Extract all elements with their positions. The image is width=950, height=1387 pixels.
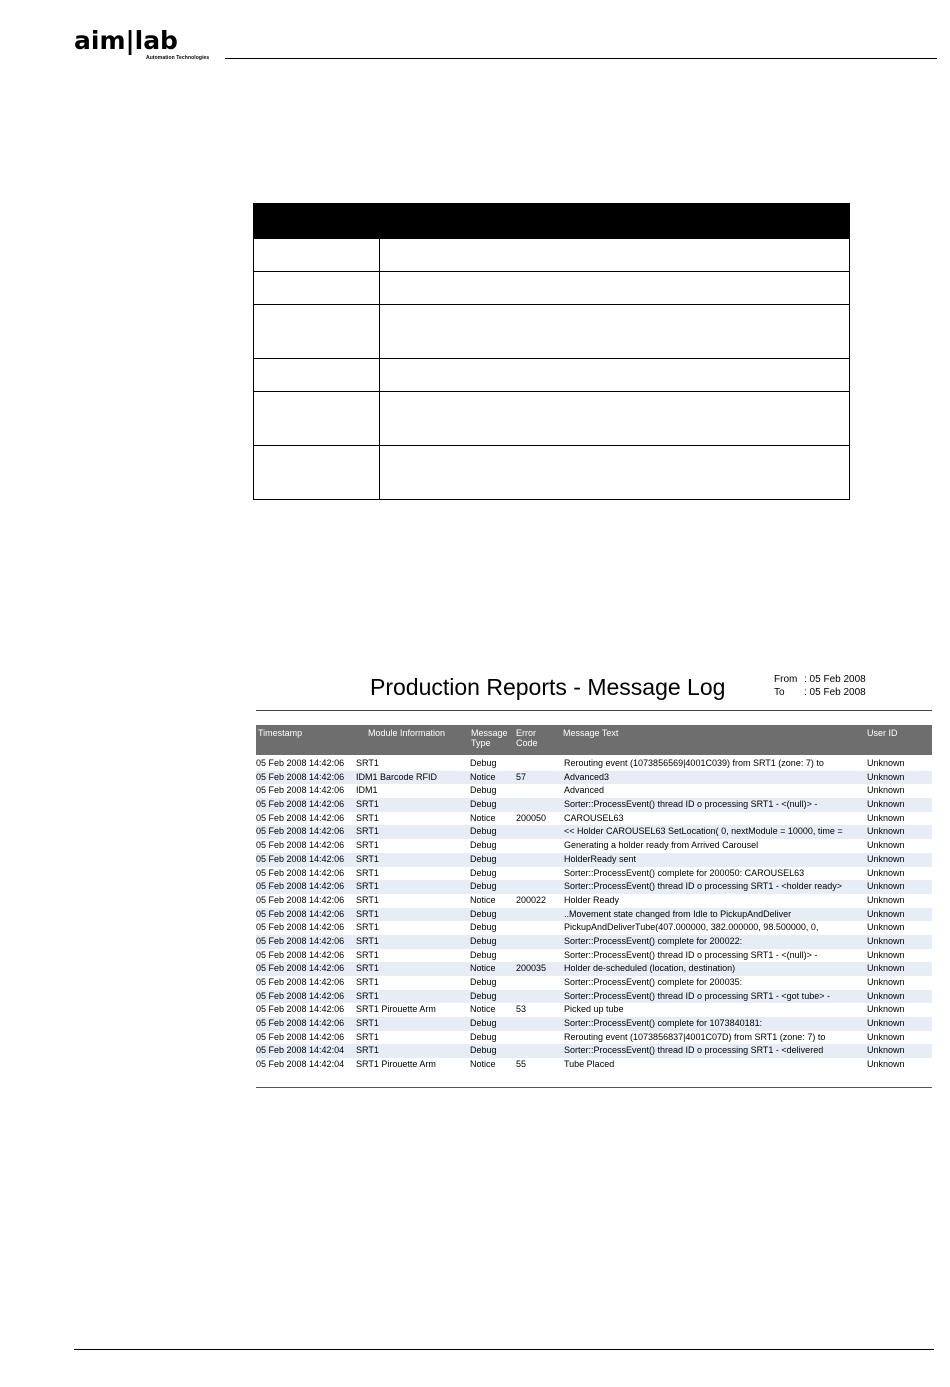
cell-message-type: Debug <box>470 1018 497 1029</box>
log-column-header <box>256 725 932 755</box>
log-row <box>256 935 932 949</box>
table-cell <box>254 305 380 359</box>
cell-module: SRT1 <box>356 922 379 933</box>
log-row <box>256 894 932 908</box>
cell-message-type: Notice <box>470 894 496 905</box>
log-row <box>256 908 932 922</box>
log-row <box>256 1003 932 1017</box>
from-label: From <box>774 674 798 685</box>
cell-user-id: Unknown <box>867 935 905 946</box>
cell-timestamp: 05 Feb 2008 14:42:06 <box>256 867 345 878</box>
cell-user-id: Unknown <box>867 894 905 905</box>
table-cell <box>380 392 850 446</box>
cell-timestamp: 05 Feb 2008 14:42:06 <box>256 812 345 823</box>
to-label: To <box>774 687 785 698</box>
cell-message-text: PickupAndDeliverTube(407.000000, 382.000000, 98.500000, 0, <box>564 922 819 933</box>
cell-error-code: 57 <box>516 771 527 782</box>
cell-message-text: Sorter::ProcessEvent() thread ID o processing SRT1 - <(null)> - <box>564 949 818 960</box>
cell-timestamp: 05 Feb 2008 14:42:04 <box>256 1045 345 1056</box>
log-row <box>256 962 932 976</box>
log-row <box>256 976 932 990</box>
cell-message-text: Sorter::ProcessEvent() complete for 1073840181: <box>564 1018 763 1029</box>
log-row <box>256 839 932 853</box>
cell-timestamp: 05 Feb 2008 14:42:06 <box>256 977 345 987</box>
cell-message-text: Rerouting event (1073856837|4001C07D) from SRT1 (zone: 7) to <box>564 1031 826 1042</box>
table-cell <box>380 272 850 305</box>
log-row <box>256 880 932 894</box>
cell-message-type: Notice <box>470 1004 496 1015</box>
cell-module: SRT1 <box>356 840 379 851</box>
cell-message-text: HolderReady sent <box>564 853 637 864</box>
cell-message-type: Debug <box>470 881 497 892</box>
cell-message-text: Sorter::ProcessEvent() complete for 200022: <box>564 935 743 946</box>
cell-message-text: Sorter::ProcessEvent() thread ID o processing SRT1 - <holder ready> <box>564 881 842 892</box>
column-user-id: User ID <box>867 728 898 738</box>
log-row <box>256 825 932 839</box>
cell-message-type: Debug <box>470 1045 497 1056</box>
table-cell <box>380 359 850 392</box>
cell-message-type: Debug <box>470 908 497 919</box>
cell-message-type: Notice <box>470 1059 496 1070</box>
cell-timestamp: 05 Feb 2008 14:42:06 <box>256 908 345 919</box>
logo-tagline: Automation Technologies <box>146 55 210 61</box>
cell-module: SRT1 <box>356 908 379 919</box>
cell-user-id: Unknown <box>867 1031 905 1042</box>
log-row <box>256 921 932 935</box>
cell-user-id: Unknown <box>867 963 905 974</box>
table-cell <box>254 239 380 272</box>
log-row <box>256 853 932 867</box>
cell-module: SRT1 <box>356 853 379 864</box>
cell-message-text: Sorter::ProcessEvent() thread ID o processing SRT1 - <delivered <box>564 1045 824 1056</box>
cell-timestamp: 05 Feb 2008 14:42:06 <box>256 785 345 796</box>
cell-timestamp: 05 Feb 2008 14:42:06 <box>256 1004 345 1015</box>
log-row <box>256 1058 932 1072</box>
cell-message-text: CAROUSEL63 <box>564 812 624 823</box>
cell-user-id: Unknown <box>867 990 905 1001</box>
cell-message-text: Holder Ready <box>564 894 620 905</box>
cell-timestamp: 05 Feb 2008 14:42:06 <box>256 894 345 905</box>
table-cell <box>380 446 850 500</box>
table-cell <box>254 272 380 305</box>
log-row <box>256 812 932 826</box>
cell-message-text: Picked up tube <box>564 1004 624 1015</box>
cell-error-code: 53 <box>516 1004 527 1015</box>
table-cell <box>380 305 850 359</box>
table-row <box>254 305 850 359</box>
report-title-divider <box>256 710 932 711</box>
cell-message-text: Sorter::ProcessEvent() thread ID o processing SRT1 - <got tube> - <box>564 990 830 1001</box>
cell-timestamp: 05 Feb 2008 14:42:06 <box>256 963 345 974</box>
cell-user-id: Unknown <box>867 812 905 823</box>
cell-message-text: Holder de-scheduled (location, destination) <box>564 963 736 974</box>
cell-timestamp: 05 Feb 2008 14:42:06 <box>256 949 345 960</box>
cell-message-type: Debug <box>470 785 497 796</box>
log-row <box>256 1031 932 1045</box>
cell-timestamp: 05 Feb 2008 14:42:06 <box>256 853 345 864</box>
cell-user-id: Unknown <box>867 840 905 851</box>
cell-error-code: 55 <box>516 1059 527 1070</box>
cell-user-id: Unknown <box>867 1004 905 1015</box>
cell-message-text: Advanced3 <box>564 771 610 782</box>
column-timestamp: Timestamp <box>258 728 303 738</box>
cell-timestamp: 05 Feb 2008 14:42:06 <box>256 935 345 946</box>
cell-message-text: Sorter::ProcessEvent() thread ID o processing SRT1 - <(null)> - <box>564 799 818 810</box>
cell-error-code: 200022 <box>516 894 547 905</box>
cell-message-type: Debug <box>470 826 497 837</box>
report-title: Production Reports - Message Log <box>370 674 726 700</box>
table-cell <box>254 359 380 392</box>
cell-module: SRT1 <box>356 1018 379 1029</box>
cell-message-text: Generating a holder ready from Arrived Carousel <box>564 840 759 851</box>
cell-user-id: Unknown <box>867 867 905 878</box>
column-message-type: Message Type <box>471 728 508 748</box>
cell-user-id: Unknown <box>867 922 905 933</box>
cell-module: SRT1 Pirouette Arm <box>356 1059 436 1070</box>
log-row <box>256 1044 932 1058</box>
log-row <box>256 949 932 963</box>
cell-message-type: Debug <box>470 922 497 933</box>
cell-user-id: Unknown <box>867 826 905 837</box>
table-row <box>254 446 850 500</box>
cell-message-text: ..Movement state changed from Idle to PickupAndDeliver <box>564 908 792 919</box>
report-date-range <box>774 673 866 699</box>
cell-timestamp: 05 Feb 2008 14:42:06 <box>256 826 345 837</box>
cell-module: IDM1 Barcode RFID <box>356 771 438 782</box>
cell-module: SRT1 <box>356 758 379 768</box>
cell-user-id: Unknown <box>867 758 905 768</box>
cell-user-id: Unknown <box>867 785 905 796</box>
cell-message-type: Debug <box>470 840 497 851</box>
cell-message-text: Tube Placed <box>564 1059 615 1070</box>
cell-user-id: Unknown <box>867 799 905 810</box>
cell-message-type: Debug <box>470 758 497 768</box>
company-logo <box>74 28 224 64</box>
table-row <box>254 392 850 446</box>
column-message-text: Message Text <box>563 728 619 738</box>
cell-module: SRT1 <box>356 1045 379 1056</box>
cell-module: SRT1 <box>356 963 379 974</box>
report-bottom-divider <box>256 1087 932 1088</box>
cell-module: SRT1 <box>356 977 379 987</box>
cell-message-type: Notice <box>470 963 496 974</box>
cell-message-type: Notice <box>470 812 496 823</box>
log-row <box>256 990 932 1004</box>
to-value: : 05 Feb 2008 <box>804 687 866 698</box>
cell-timestamp: 05 Feb 2008 14:42:06 <box>256 758 345 768</box>
cell-message-text: Sorter::ProcessEvent() complete for 200035: <box>564 977 743 987</box>
from-row <box>774 673 866 686</box>
cell-user-id: Unknown <box>867 1045 905 1056</box>
cell-user-id: Unknown <box>867 1018 905 1029</box>
log-rows <box>256 757 932 1072</box>
cell-timestamp: 05 Feb 2008 14:42:06 <box>256 922 345 933</box>
cell-timestamp: 05 Feb 2008 14:42:06 <box>256 771 345 782</box>
logo-wordmark: aim|lab <box>74 26 178 55</box>
cell-message-type: Debug <box>470 977 497 987</box>
table-header-cell <box>380 204 850 239</box>
table-row <box>254 239 850 272</box>
cell-timestamp: 05 Feb 2008 14:42:06 <box>256 1018 345 1029</box>
cell-message-text: << Holder CAROUSEL63 SetLocation( 0, nextModule = 10000, time = <box>564 826 843 837</box>
cell-module: SRT1 <box>356 949 379 960</box>
cell-module: SRT1 <box>356 867 379 878</box>
header-divider <box>225 58 937 59</box>
cell-message-type: Debug <box>470 949 497 960</box>
table-header-cell <box>254 204 380 239</box>
cell-message-type: Notice <box>470 771 496 782</box>
cell-module: SRT1 <box>356 935 379 946</box>
cell-module: SRT1 <box>356 799 379 810</box>
cell-module: SRT1 <box>356 894 379 905</box>
cell-user-id: Unknown <box>867 977 905 987</box>
table-row <box>254 272 850 305</box>
definitions-table <box>253 203 850 500</box>
table-cell <box>254 392 380 446</box>
cell-message-type: Debug <box>470 1031 497 1042</box>
cell-user-id: Unknown <box>867 771 905 782</box>
cell-message-type: Debug <box>470 867 497 878</box>
cell-message-type: Debug <box>470 799 497 810</box>
to-row <box>774 686 866 699</box>
cell-message-text: Rerouting event (1073856569|4001C039) from SRT1 (zone: 7) to <box>564 758 824 768</box>
cell-timestamp: 05 Feb 2008 14:42:04 <box>256 1059 345 1070</box>
log-row <box>256 771 932 785</box>
table-row <box>254 359 850 392</box>
table-cell <box>254 446 380 500</box>
cell-user-id: Unknown <box>867 949 905 960</box>
cell-module: SRT1 Pirouette Arm <box>356 1004 436 1015</box>
cell-module: SRT1 <box>356 826 379 837</box>
cell-module: IDM1 <box>356 785 378 796</box>
cell-error-code: 200050 <box>516 812 547 823</box>
cell-error-code: 200035 <box>516 963 547 974</box>
cell-message-type: Debug <box>470 935 497 946</box>
table-header-row <box>254 204 850 239</box>
cell-module: SRT1 <box>356 881 379 892</box>
cell-timestamp: 05 Feb 2008 14:42:06 <box>256 1031 345 1042</box>
cell-user-id: Unknown <box>867 853 905 864</box>
cell-timestamp: 05 Feb 2008 14:42:06 <box>256 990 345 1001</box>
log-row <box>256 1017 932 1031</box>
cell-message-type: Debug <box>470 853 497 864</box>
cell-message-type: Debug <box>470 990 497 1001</box>
log-row <box>256 798 932 812</box>
from-value: : 05 Feb 2008 <box>804 674 866 685</box>
cell-user-id: Unknown <box>867 908 905 919</box>
cell-message-text: Sorter::ProcessEvent() complete for 200050: CAROUSEL63 <box>564 867 805 878</box>
cell-module: SRT1 <box>356 990 379 1001</box>
cell-module: SRT1 <box>356 1031 379 1042</box>
table-cell <box>380 239 850 272</box>
cell-message-text: Advanced <box>564 785 605 796</box>
log-row <box>256 757 932 771</box>
cell-user-id: Unknown <box>867 881 905 892</box>
message-log-report <box>252 662 932 1092</box>
cell-timestamp: 05 Feb 2008 14:42:06 <box>256 799 345 810</box>
log-row <box>256 784 932 798</box>
cell-user-id: Unknown <box>867 1059 905 1070</box>
column-error-code: Error Code <box>516 728 538 748</box>
footer-divider <box>74 1349 934 1350</box>
cell-timestamp: 05 Feb 2008 14:42:06 <box>256 881 345 892</box>
cell-timestamp: 05 Feb 2008 14:42:06 <box>256 840 345 851</box>
log-row <box>256 867 932 881</box>
cell-module: SRT1 <box>356 812 379 823</box>
column-module: Module Information <box>368 728 446 738</box>
